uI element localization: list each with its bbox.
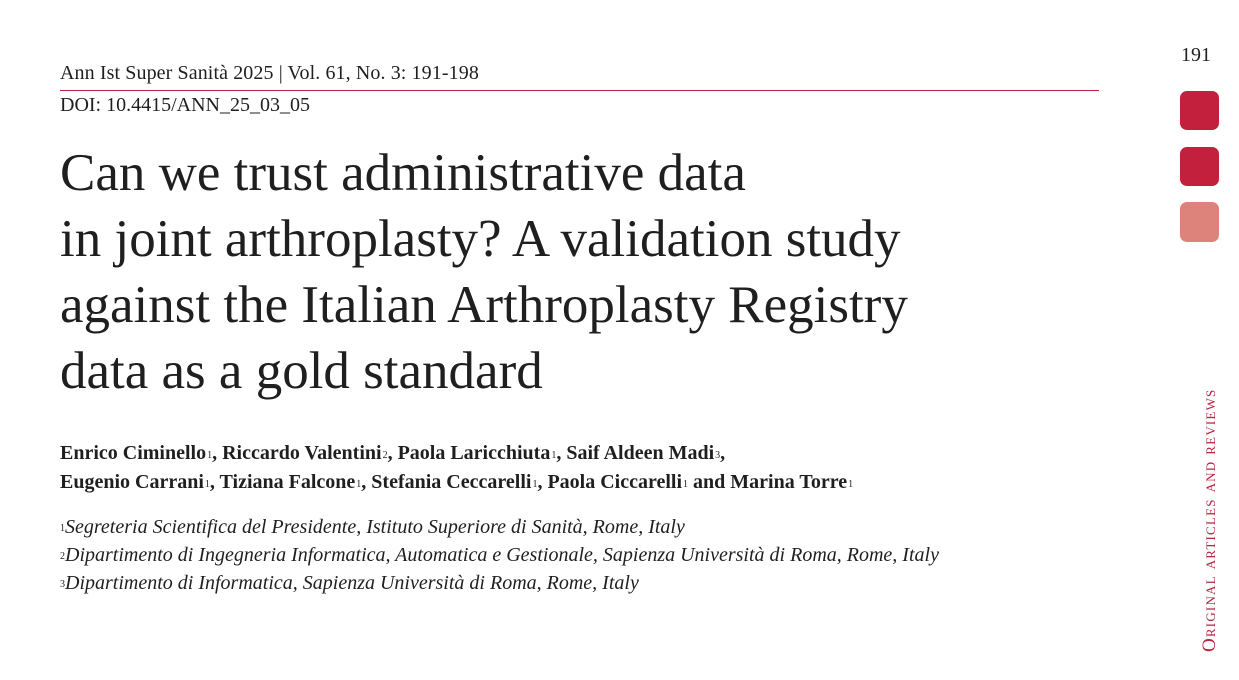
author-list [60, 440, 853, 498]
author-affiliation-marker: 3 [715, 450, 721, 461]
author-affiliation-marker: 1 [532, 479, 538, 490]
author-name: Tiziana Falcone [219, 471, 356, 493]
author-affiliation-marker: 2 [382, 450, 388, 461]
author-separator: , [556, 442, 567, 464]
author-name: Paola Laricchiuta [397, 442, 551, 464]
affiliation-number: 2 [60, 551, 65, 562]
author-line-1 [60, 440, 853, 469]
author-separator: , [537, 471, 548, 493]
author-separator: and [688, 471, 731, 493]
affiliation-item [60, 542, 1070, 570]
author-name: Riccardo Valentini [222, 442, 382, 464]
author-name: Eugenio Carrani [60, 471, 204, 493]
author-name: Marina Torre [730, 471, 848, 493]
author-name: Stefania Ceccarelli [371, 471, 532, 493]
author-affiliation-marker: 1 [551, 450, 557, 461]
affiliation-text: Dipartimento di Informatica, Sapienza Università di Roma, Rome, Italy [65, 572, 639, 594]
section-tab-marker [1180, 91, 1219, 130]
author-affiliation-marker: 1 [683, 479, 689, 490]
author-name: Saif Aldeen Madi [566, 442, 715, 464]
title-line: against the Italian Arthroplasty Registry [60, 276, 908, 334]
author-separator: , [720, 442, 726, 464]
section-label: Original articles and reviews [1199, 388, 1220, 652]
journal-citation: Ann Ist Super Sanità 2025 | Vol. 61, No. 3: 191-198 [60, 62, 479, 84]
title-line: data as a gold standard [60, 342, 543, 400]
section-tab-marker [1180, 202, 1219, 242]
affiliation-text: Segreteria Scientifica del Presidente, Istituto Superiore di Sanità, Rome, Italy [65, 516, 685, 538]
author-line-2 [60, 469, 853, 498]
author-name: Enrico Ciminello [60, 442, 207, 464]
author-separator: , [212, 442, 223, 464]
author-name: Paola Ciccarelli [547, 471, 683, 493]
affiliation-item [60, 514, 1070, 542]
author-affiliation-marker: 1 [848, 479, 854, 490]
author-separator: , [209, 471, 220, 493]
affiliation-list [60, 514, 1070, 598]
affiliation-number: 1 [60, 523, 65, 534]
author-separator: , [387, 442, 398, 464]
header-rule [60, 90, 1099, 91]
page-number: 191 [1181, 44, 1211, 66]
title-line: in joint arthroplasty? A validation study [60, 210, 901, 268]
author-affiliation-marker: 1 [204, 479, 210, 490]
doi[interactable]: DOI: 10.4415/ANN_25_03_05 [60, 94, 310, 116]
article-title [60, 140, 1110, 404]
author-affiliation-marker: 1 [207, 450, 213, 461]
affiliation-number: 3 [60, 579, 65, 590]
section-tab-marker [1180, 147, 1219, 186]
affiliation-item [60, 570, 1070, 598]
title-line: Can we trust administrative data [60, 144, 746, 202]
author-separator: , [361, 471, 372, 493]
author-affiliation-marker: 1 [356, 479, 362, 490]
affiliation-text: Dipartimento di Ingegneria Informatica, Automatica e Gestionale, Sapienza Università di Roma, Rome, Italy [65, 544, 939, 566]
